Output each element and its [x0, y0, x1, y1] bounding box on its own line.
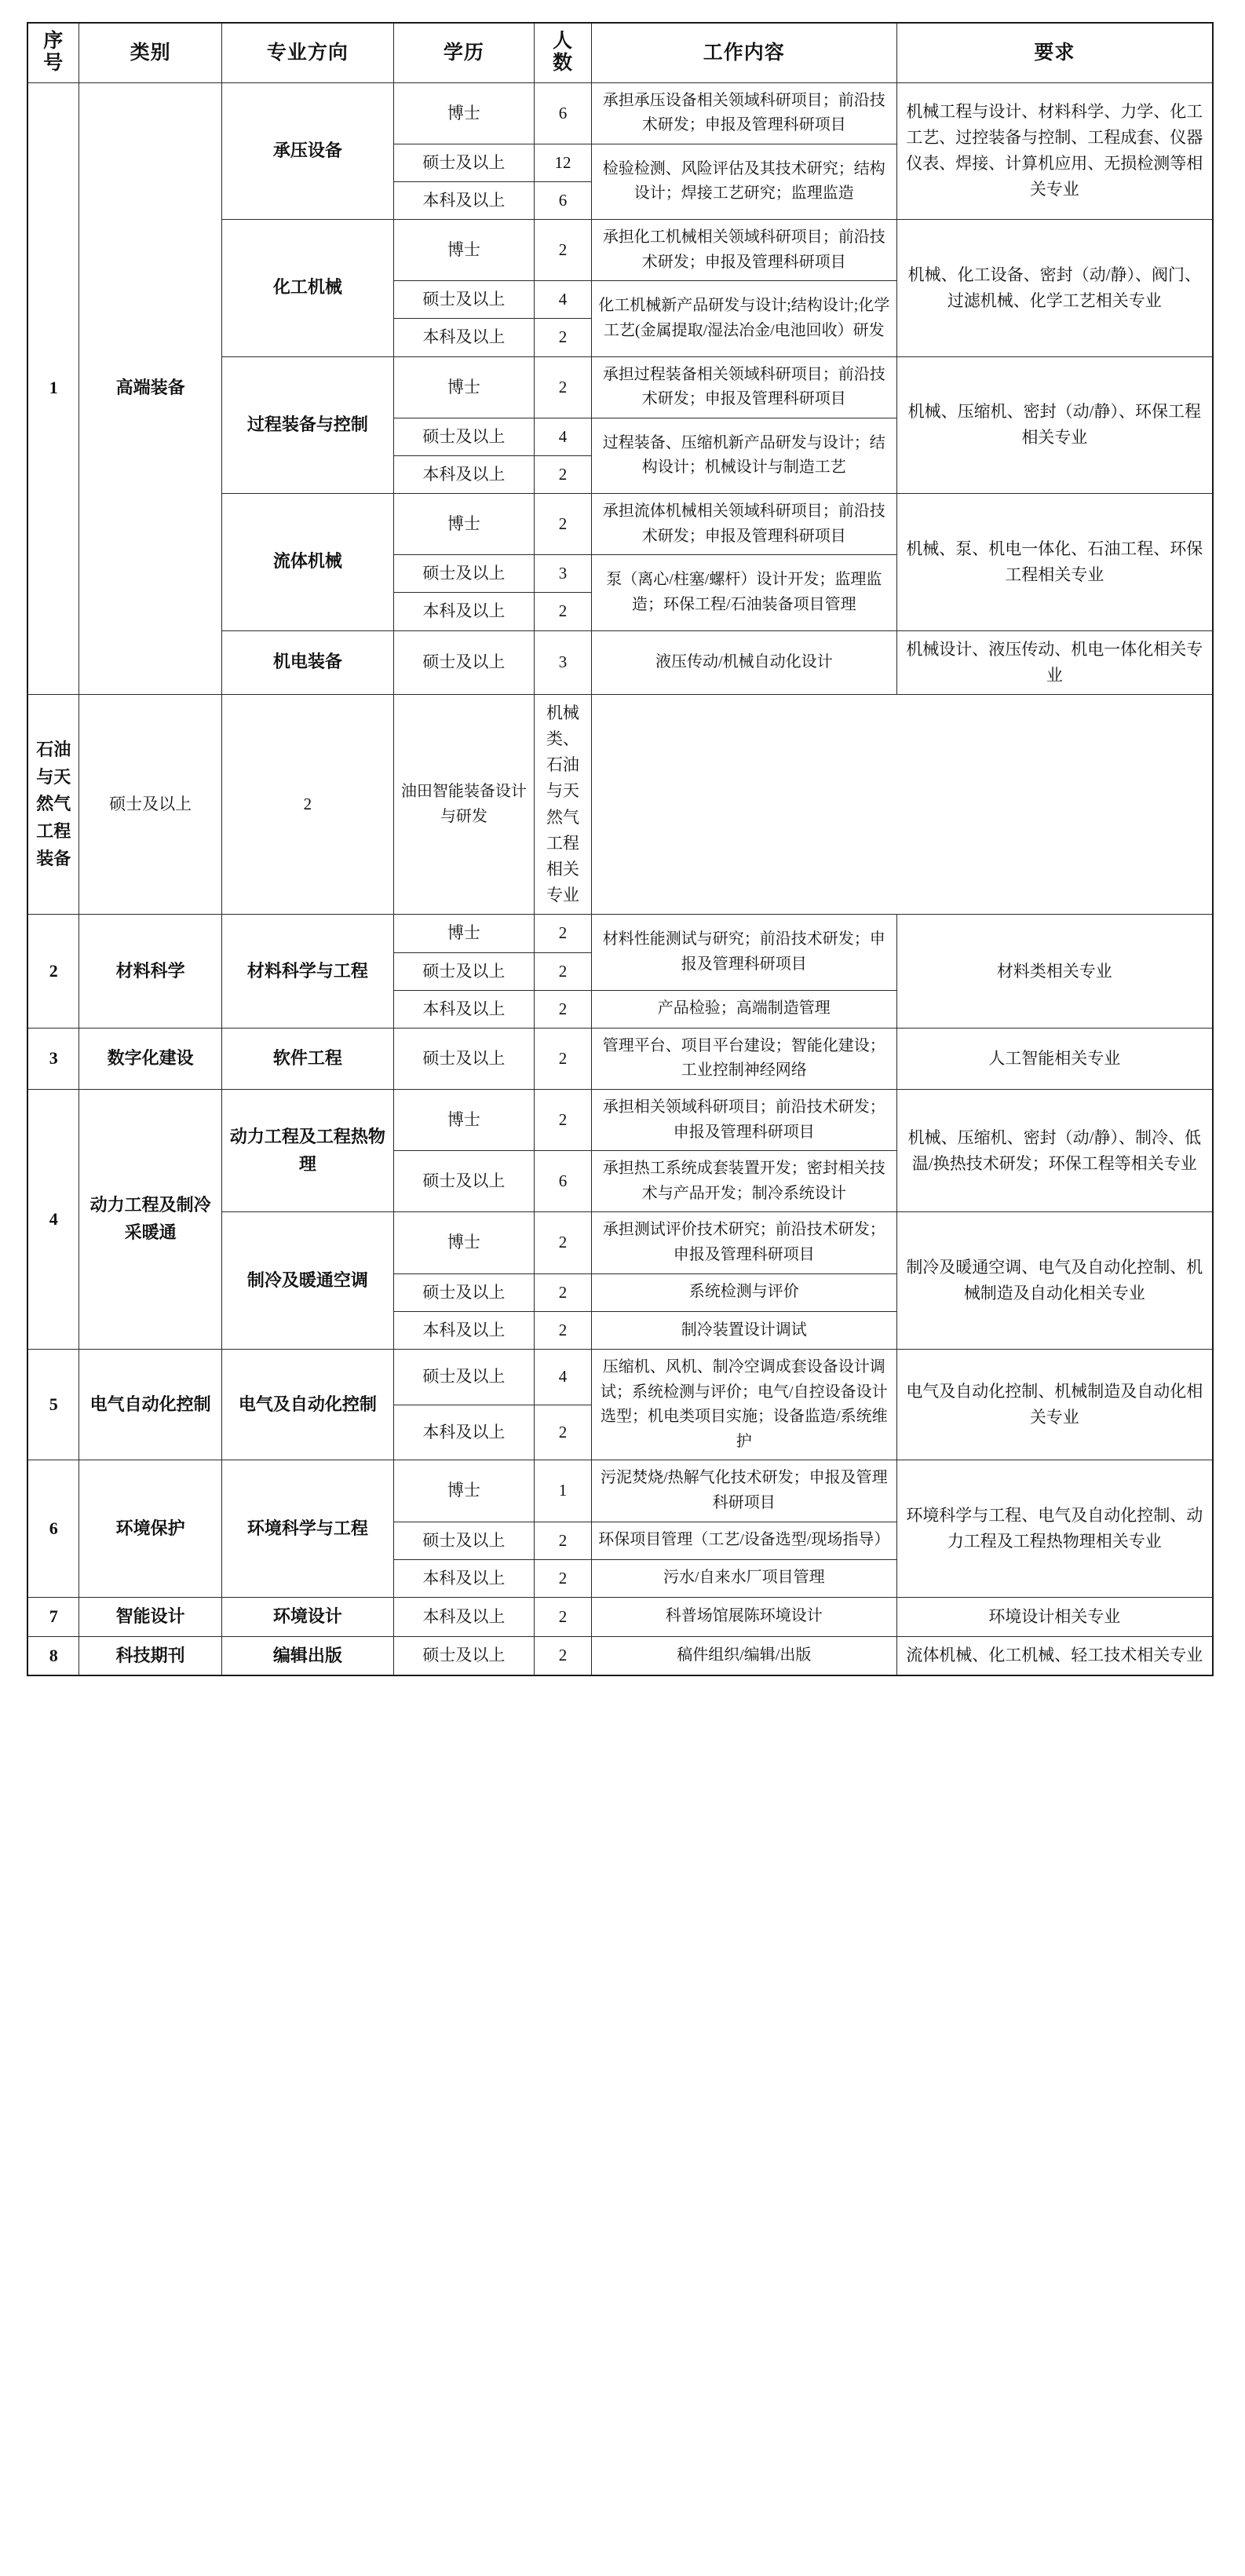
- cell-major: 电气及自动化控制: [221, 1349, 393, 1460]
- cell-major: 机电装备: [221, 630, 393, 694]
- cell-degree: 本科及以上: [393, 1559, 534, 1597]
- column-header-major: 专业方向: [221, 23, 393, 82]
- cell-degree: 硕士及以上: [393, 1349, 534, 1405]
- cell-requirement: 材料类相关专业: [896, 915, 1213, 1029]
- cell-count: 6: [534, 82, 591, 144]
- cell-work-content: 系统检测与评价: [591, 1273, 896, 1311]
- cell-degree: 硕士及以上: [393, 1273, 534, 1311]
- cell-requirement: 机械、压缩机、密封（动/静）、环保工程相关专业: [896, 356, 1213, 494]
- cell-category: 环境保护: [79, 1460, 221, 1598]
- cell-requirement: 机械、压缩机、密封（动/静）、制冷、低温/换热技术研发；环保工程等相关专业: [896, 1090, 1213, 1212]
- cell-degree: 硕士及以上: [393, 281, 534, 319]
- cell-count: 4: [534, 281, 591, 319]
- cell-degree: 硕士及以上: [393, 1028, 534, 1089]
- cell-degree: 本科及以上: [393, 181, 534, 219]
- cell-category: 电气自动化控制: [79, 1349, 221, 1460]
- cell-category: 高端装备: [79, 82, 221, 694]
- cell-major: 制冷及暖通空调: [221, 1212, 393, 1350]
- cell-work-content: 检验检测、风险评估及其技术研究；结构设计；焊接工艺研究；监理监造: [591, 144, 896, 219]
- column-header-count-label: 人 数: [552, 30, 573, 75]
- cell-count: 2: [534, 1028, 591, 1089]
- cell-count: 6: [534, 1151, 591, 1212]
- cell-degree: 硕士及以上: [79, 694, 221, 914]
- cell-work-content: 环保项目管理（工艺/设备选型/现场指导）: [591, 1522, 896, 1559]
- cell-requirement: 人工智能相关专业: [896, 1028, 1213, 1089]
- cell-work-content: 承担化工机械相关领域科研项目；前沿技术研发；申报及管理科研项目: [591, 220, 896, 281]
- cell-degree: 硕士及以上: [393, 630, 534, 694]
- table-header-row: [27, 23, 1213, 82]
- cell-degree: 博士: [393, 1212, 534, 1273]
- cell-degree: 硕士及以上: [393, 952, 534, 990]
- cell-sequence: 3: [27, 1028, 79, 1089]
- cell-major: 环境设计: [221, 1597, 393, 1636]
- cell-count: 2: [534, 1311, 591, 1349]
- cell-count: 4: [534, 1349, 591, 1405]
- table-body: [27, 82, 1213, 1675]
- cell-degree: 本科及以上: [393, 1597, 534, 1636]
- cell-work-content: 产品检验；高端制造管理: [591, 990, 896, 1028]
- cell-count: 1: [534, 1460, 591, 1522]
- cell-major: 环境科学与工程: [221, 1460, 393, 1598]
- cell-count: 4: [534, 418, 591, 455]
- table-row: [27, 1636, 1213, 1675]
- cell-work-content: 承担过程装备相关领域科研项目；前沿技术研发；申报及管理科研项目: [591, 356, 896, 418]
- cell-major: 软件工程: [221, 1028, 393, 1089]
- cell-work-content: 承担承压设备相关领域科研项目；前沿技术研发；申报及管理科研项目: [591, 82, 896, 144]
- cell-category: 智能设计: [79, 1597, 221, 1636]
- cell-work-content: 化工机械新产品研发与设计;结构设计;化学工艺(金属提取/湿法冶金/电池回收）研发: [591, 281, 896, 356]
- cell-degree: 本科及以上: [393, 593, 534, 630]
- cell-requirement: 电气及自动化控制、机械制造及自动化相关专业: [896, 1349, 1213, 1460]
- cell-requirement: 环境科学与工程、电气及自动化控制、动力工程及工程热物理相关专业: [896, 1460, 1213, 1598]
- cell-work-content: 污泥焚烧/热解气化技术研发；申报及管理科研项目: [591, 1460, 896, 1522]
- recruitment-table: [27, 22, 1214, 1676]
- cell-requirement: 机械、化工设备、密封（动/静）、阀门、过滤机械、化学工艺相关专业: [896, 220, 1213, 357]
- cell-requirement: 环境设计相关专业: [896, 1597, 1213, 1636]
- cell-degree: 本科及以上: [393, 455, 534, 493]
- cell-count: 12: [534, 144, 591, 181]
- cell-work-content: 管理平台、项目平台建设；智能化建设；工业控制神经网络: [591, 1028, 896, 1089]
- cell-count: 2: [534, 1405, 591, 1460]
- column-header-count: [534, 23, 591, 82]
- cell-requirement: 流体机械、化工机械、轻工技术相关专业: [896, 1636, 1213, 1675]
- cell-count: 2: [534, 1212, 591, 1273]
- cell-requirement: 机械设计、液压传动、机电一体化相关专业: [896, 630, 1213, 694]
- cell-count: 2: [534, 319, 591, 356]
- column-header-degree: 学历: [393, 23, 534, 82]
- cell-count: 2: [221, 694, 393, 914]
- cell-degree: 本科及以上: [393, 1405, 534, 1460]
- cell-work-content: 承担流体机械相关领域科研项目；前沿技术研发；申报及管理科研项目: [591, 494, 896, 555]
- cell-count: 2: [534, 915, 591, 952]
- cell-major: 编辑出版: [221, 1636, 393, 1675]
- cell-degree: 博士: [393, 1090, 534, 1151]
- cell-sequence: 6: [27, 1460, 79, 1598]
- cell-count: 3: [534, 630, 591, 694]
- cell-count: 2: [534, 952, 591, 990]
- cell-count: 2: [534, 1636, 591, 1675]
- cell-category: 动力工程及制冷采暖通: [79, 1090, 221, 1350]
- cell-degree: 博士: [393, 220, 534, 281]
- column-header-sequence: [27, 23, 79, 82]
- cell-category: 科技期刊: [79, 1636, 221, 1675]
- cell-work-content: 液压传动/机械自动化设计: [591, 630, 896, 694]
- cell-count: 2: [534, 455, 591, 493]
- cell-work-content: 油田智能装备设计与研发: [393, 694, 534, 914]
- cell-major: 材料科学与工程: [221, 915, 393, 1029]
- cell-degree: 博士: [393, 356, 534, 418]
- cell-degree: 本科及以上: [393, 990, 534, 1028]
- table-row: [27, 82, 1213, 144]
- cell-degree: 本科及以上: [393, 319, 534, 356]
- cell-work-content: 污水/自来水厂项目管理: [591, 1559, 896, 1597]
- cell-work-content: 泵（离心/柱塞/螺杆）设计开发；监理监造；环保工程/石油装备项目管理: [591, 555, 896, 630]
- cell-degree: 硕士及以上: [393, 1151, 534, 1212]
- cell-work-content: 制冷装置设计调试: [591, 1311, 896, 1349]
- cell-count: 2: [534, 356, 591, 418]
- cell-major: 流体机械: [221, 494, 393, 631]
- cell-sequence: 4: [27, 1090, 79, 1350]
- cell-count: 2: [534, 1273, 591, 1311]
- cell-sequence: 7: [27, 1597, 79, 1636]
- column-header-work-content: 工作内容: [591, 23, 896, 82]
- table-row: [27, 915, 1213, 952]
- cell-requirement: 机械、泵、机电一体化、石油工程、环保工程相关专业: [896, 494, 1213, 631]
- cell-work-content: 过程装备、压缩机新产品研发与设计；结构设计；机械设计与制造工艺: [591, 418, 896, 493]
- cell-degree: 硕士及以上: [393, 418, 534, 455]
- cell-degree: 硕士及以上: [393, 144, 534, 181]
- table-row: [27, 694, 1213, 914]
- column-header-sequence-label: 序 号: [43, 30, 64, 75]
- cell-requirement: 机械类、石油与天然气工程相关专业: [534, 694, 591, 914]
- cell-count: 3: [534, 555, 591, 593]
- cell-requirement: 制冷及暖通空调、电气及自动化控制、机械制造及自动化相关专业: [896, 1212, 1213, 1350]
- cell-major: 石油与天然气工程装备: [27, 694, 79, 914]
- cell-count: 2: [534, 1559, 591, 1597]
- cell-work-content: 稿件组织/编辑/出版: [591, 1636, 896, 1675]
- cell-sequence: 8: [27, 1636, 79, 1675]
- cell-count: 2: [534, 494, 591, 555]
- cell-sequence: 1: [27, 82, 79, 694]
- table-row: [27, 1597, 1213, 1636]
- cell-degree: 硕士及以上: [393, 1522, 534, 1559]
- cell-count: 2: [534, 593, 591, 630]
- cell-work-content: 科普场馆展陈环境设计: [591, 1597, 896, 1636]
- cell-sequence: 2: [27, 915, 79, 1029]
- table-row: [27, 1028, 1213, 1089]
- cell-degree: 博士: [393, 1460, 534, 1522]
- table-row: [27, 1460, 1213, 1522]
- cell-degree: 硕士及以上: [393, 1636, 534, 1675]
- cell-work-content: 材料性能测试与研究；前沿技术研发；申报及管理科研项目: [591, 915, 896, 990]
- cell-work-content: 承担测试评价技术研究；前沿技术研发；申报及管理科研项目: [591, 1212, 896, 1273]
- cell-count: 2: [534, 220, 591, 281]
- cell-count: 2: [534, 1522, 591, 1559]
- column-header-category: 类别: [79, 23, 221, 82]
- cell-work-content: 承担相关领域科研项目；前沿技术研发；申报及管理科研项目: [591, 1090, 896, 1151]
- cell-work-content: 压缩机、风机、制冷空调成套设备设计调试；系统检测与评价；电气/自控设备设计选型；机电类项目实施；设备监造/系统维护: [591, 1349, 896, 1460]
- cell-count: 2: [534, 1090, 591, 1151]
- cell-major: 化工机械: [221, 220, 393, 357]
- cell-category: 材料科学: [79, 915, 221, 1029]
- cell-degree: 硕士及以上: [393, 555, 534, 593]
- table-header: [27, 23, 1213, 82]
- cell-degree: 博士: [393, 82, 534, 144]
- cell-major: 过程装备与控制: [221, 356, 393, 494]
- cell-degree: 博士: [393, 494, 534, 555]
- table-row: [27, 1090, 1213, 1151]
- cell-sequence: 5: [27, 1349, 79, 1460]
- cell-major: 动力工程及工程热物理: [221, 1090, 393, 1212]
- table-row: [27, 1349, 1213, 1405]
- cell-count: 2: [534, 1597, 591, 1636]
- column-header-requirement: 要求: [896, 23, 1213, 82]
- cell-degree: 本科及以上: [393, 1311, 534, 1349]
- cell-count: 2: [534, 990, 591, 1028]
- cell-category: 数字化建设: [79, 1028, 221, 1089]
- cell-work-content: 承担热工系统成套装置开发；密封相关技术与产品开发；制冷系统设计: [591, 1151, 896, 1212]
- cell-requirement: 机械工程与设计、材料科学、力学、化工工艺、过控装备与控制、工程成套、仪器仪表、焊接、计算机应用、无损检测等相关专业: [896, 82, 1213, 220]
- cell-count: 6: [534, 181, 591, 219]
- cell-degree: 博士: [393, 915, 534, 952]
- cell-major: 承压设备: [221, 82, 393, 220]
